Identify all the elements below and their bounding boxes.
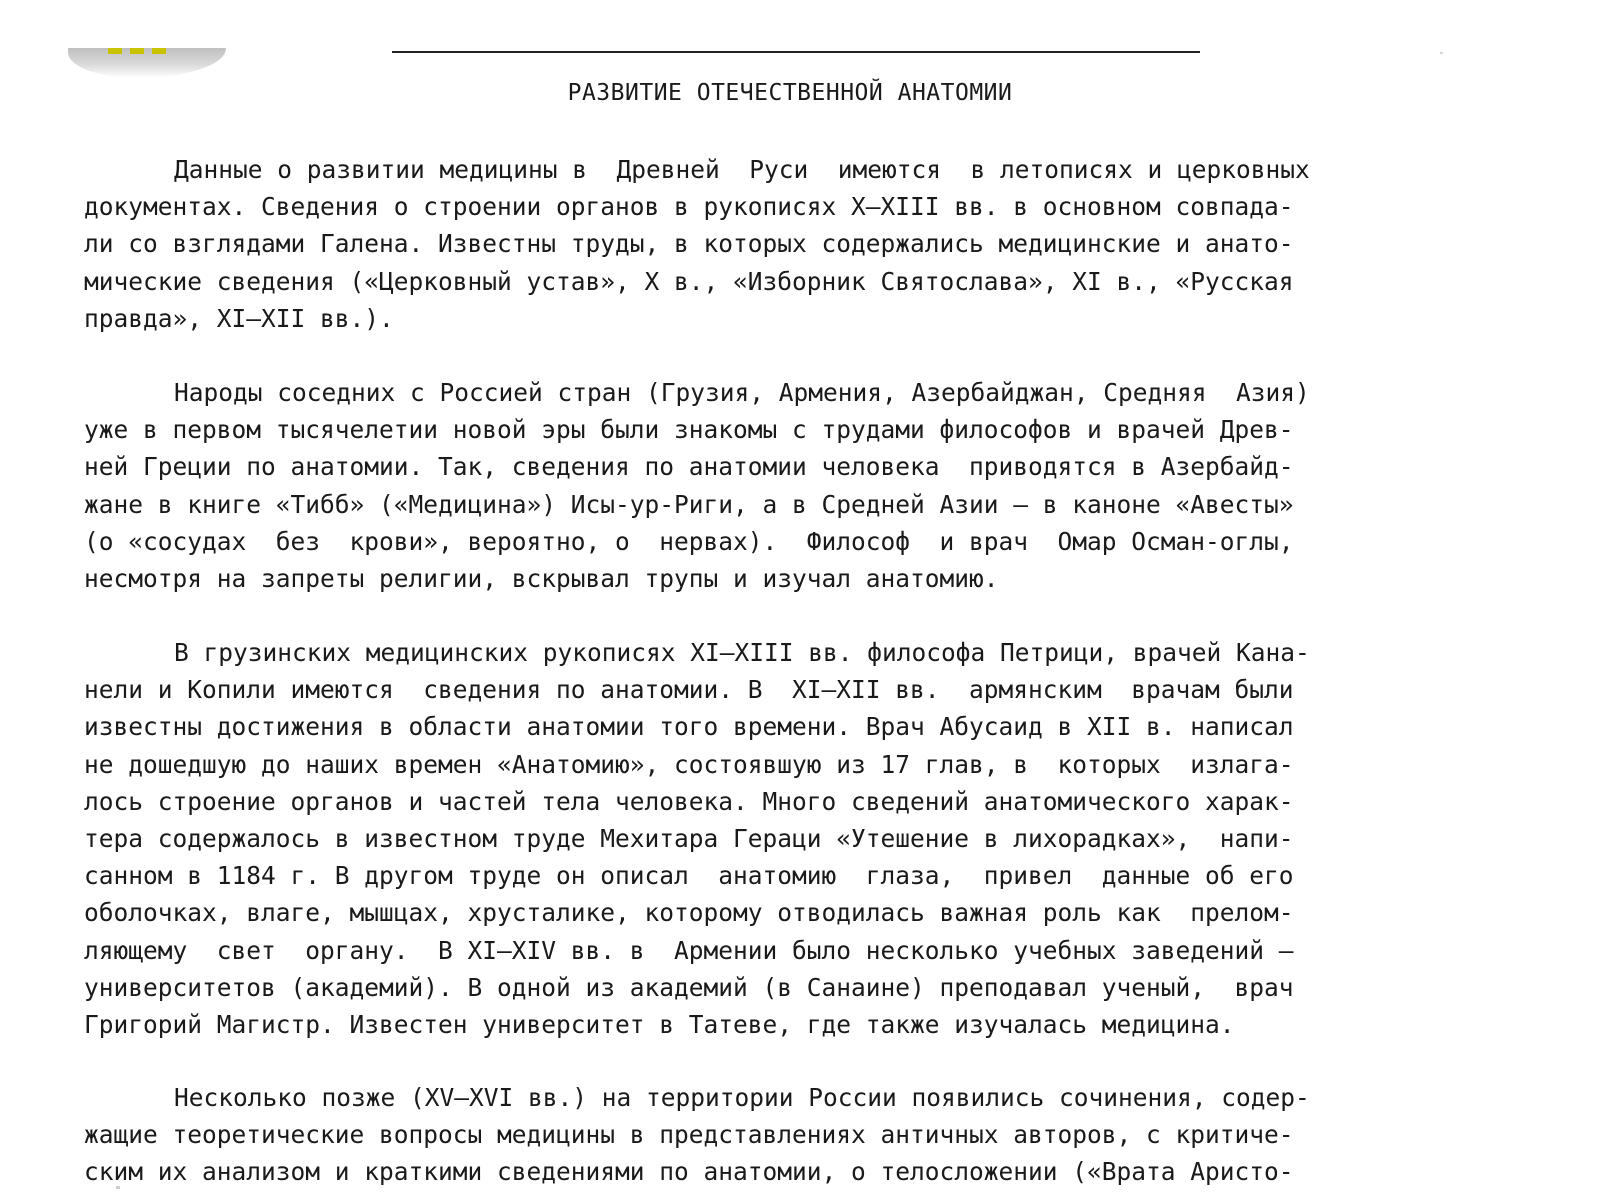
text-line: Данные о развитии медицины в Древней Руси имеются в летописях и церковных bbox=[174, 155, 1310, 184]
text-line: не дошедшую до наших времен «Анатомию», состоявшую из 17 глав, в которых излага- bbox=[84, 749, 1294, 779]
text-line: жане в книге «Тибб» («Медицина») Исы-ур-Риги, а в Средней Азии — в каноне «Авесты» bbox=[84, 489, 1294, 519]
paragraph-15-16-centuries bbox=[84, 1079, 1546, 1191]
text-line: университетов (академий). В одной из академий (в Санаине) преподавал ученый, врач bbox=[84, 972, 1294, 1002]
text-line: ляющему свет органу. В XI–XIV вв. в Армении было несколько учебных заведений – bbox=[84, 935, 1294, 965]
text-line: нели и Копили имеются сведения по анатомии. В XI–XII вв. армянским врачам были bbox=[84, 675, 1294, 705]
text-line: Григорий Магистр. Известен университет в Татеве, где также изучалась медицина. bbox=[84, 1009, 1235, 1039]
text-line: жащие теоретические вопросы медицины в представлениях античных авторов, с критиче- bbox=[84, 1120, 1294, 1150]
text-line: мические сведения («Церковный устав», X в., «Изборник Святослава», XI в., «Русская bbox=[84, 266, 1294, 296]
scan-speck bbox=[116, 1186, 120, 1189]
text-line: Несколько позже (XV–XVI вв.) на территории России появились сочинения, содер- bbox=[174, 1083, 1310, 1112]
paragraph-georgian-armenian bbox=[84, 634, 1546, 1043]
text-line: ней Греции по анатомии. Так, сведения по анатомии человека приводятся в Азербайд- bbox=[84, 452, 1294, 482]
text-line: правда», XI–XII вв.). bbox=[84, 303, 394, 333]
text-line: оболочках, влаге, мышцах, хрусталике, которому отводилась важная роль как прелом- bbox=[84, 898, 1294, 928]
scan-speck bbox=[1440, 52, 1443, 54]
text-line: Народы соседних с Россией стран (Грузия, Армения, Азербайджан, Средняя Азия) bbox=[174, 378, 1310, 407]
text-line: В грузинских медицинских рукописях XI–XIII вв. философа Петрици, врачей Кана- bbox=[174, 638, 1310, 667]
page-number-fragment bbox=[108, 48, 174, 54]
paragraph-neighboring-peoples bbox=[84, 374, 1546, 597]
text-line: ским их анализом и краткими сведениями по анатомии, о телосложении («Врата Аристо- bbox=[84, 1157, 1294, 1187]
text-line: ли со взглядами Галена. Известны труды, в которых содержались медицинские и анато- bbox=[84, 229, 1294, 259]
page-title: РАЗВИТИЕ ОТЕЧЕСТВЕННОЙ АНАТОМИИ bbox=[567, 80, 1013, 106]
header-rule bbox=[392, 51, 1200, 53]
text-line: известны достижения в области анатомии того времени. Врач Абусаид в XII в. написал bbox=[84, 712, 1294, 742]
text-line: лось строение органов и частей тела человека. Много сведений анатомического харак- bbox=[84, 786, 1294, 816]
text-line: тера содержалось в известном труде Мехитара Гераци «Утешение в лихорадках», напи- bbox=[84, 823, 1294, 853]
text-line: санном в 1184 г. В другом труде он описал анатомию глаза, привел данные об его bbox=[84, 861, 1294, 891]
paragraph-ancient-rus bbox=[84, 151, 1546, 337]
text-line: несмотря на запреты религии, вскрывал трупы и изучал анатомию. bbox=[84, 563, 999, 593]
text-line: документах. Сведения о строении органов в рукописях X–XIII вв. в основном совпада- bbox=[84, 192, 1294, 222]
text-line: уже в первом тысячелетии новой эры были знакомы с трудами философов и врачей Древ- bbox=[84, 415, 1294, 445]
text-line: (о «сосудах без крови», вероятно, о нервах). Философ и врач Омар Осман-оглы, bbox=[84, 526, 1294, 556]
